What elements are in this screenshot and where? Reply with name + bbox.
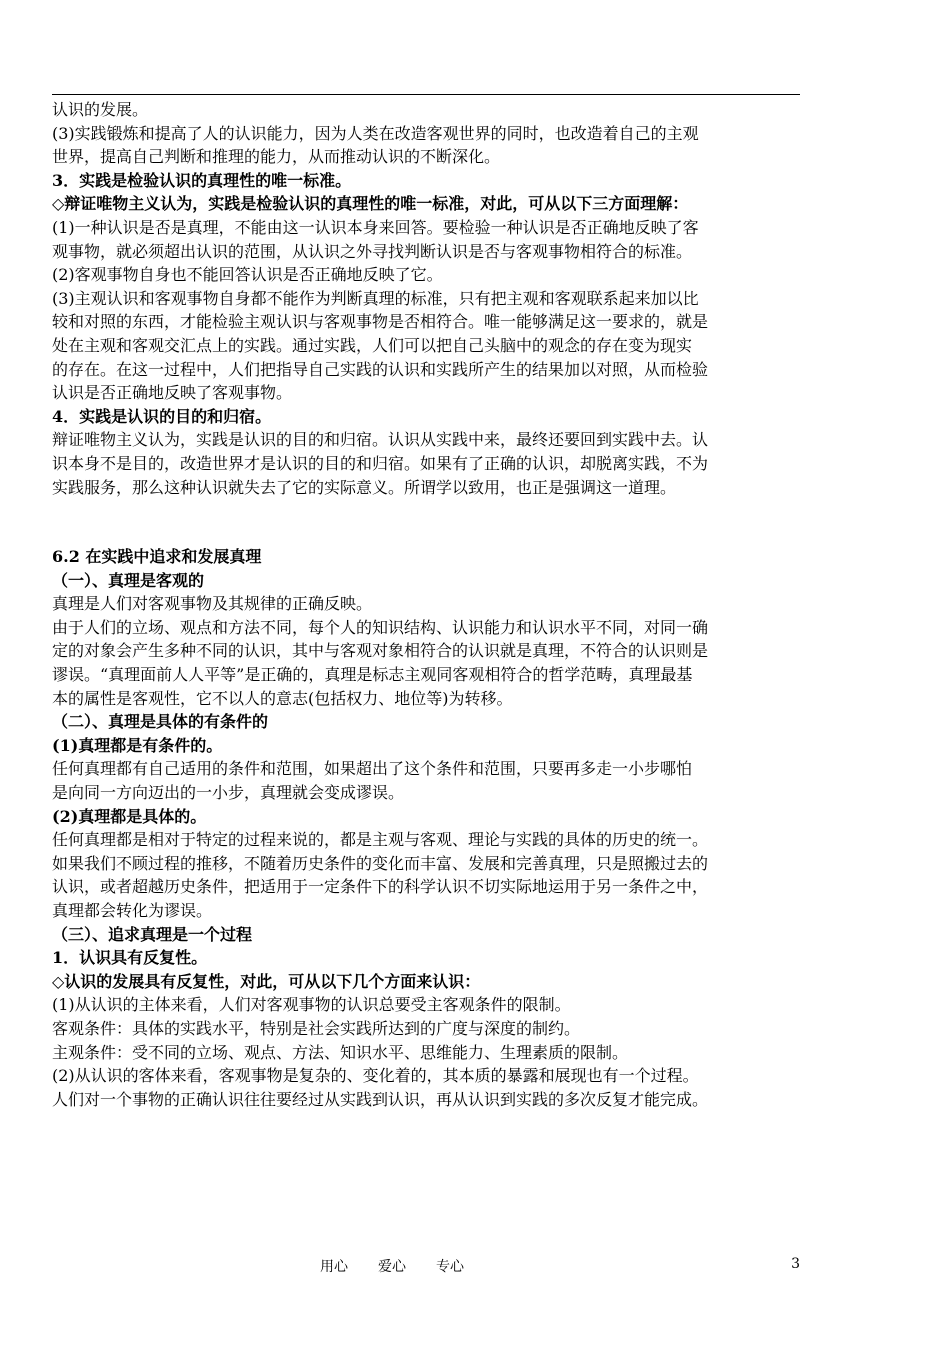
footer-word: 专心: [436, 1259, 464, 1275]
text-line: (1)从认识的主体来看，人们对客观事物的认识总要受主客观条件的限制。: [52, 995, 571, 1015]
section-gap: [52, 499, 802, 545]
body-text: [52, 98, 802, 1111]
section-truth: [52, 545, 802, 1111]
text-line: 由于人们的立场、观点和方法不同，每个人的知识结构、认识能力和认识水平不同，对同一确: [52, 617, 709, 637]
text-line: 识本身不是目的，改造世界才是认识的目的和归宿。如果有了正确的认识，却脱离实践，不为: [52, 453, 709, 473]
text-line: 是向同一方向迈出的一小步，真理就会变成谬误。: [52, 783, 405, 803]
text-line: 认识的发展。: [52, 100, 149, 119]
text-line: (1)一种认识是否是真理，不能由这一认识本身来回答。要检验一种认识是否正确地反映了客: [52, 217, 699, 237]
heading-line: ◇认识的发展具有反复性，对此，可从以下几个方面来认识：: [52, 971, 481, 991]
text-line: 真理是人们对客观事物及其规律的正确反映。: [52, 594, 373, 614]
text-line: 较和对照的东西，才能检验主观认识与客观事物是否相符合。唯一能够满足这一要求的，就是: [52, 312, 709, 332]
header-rule: [52, 94, 800, 95]
text-line: 定的对象会产生多种不同的认识，其中与客观对象相符合的认识就是真理，不符合的认识则是: [52, 641, 709, 661]
text-line: 真理都会转化为谬误。: [52, 901, 213, 920]
text-line: (2)客观事物自身也不能回答认识是否正确地反映了它。: [52, 265, 443, 285]
text-line: 任何真理都是相对于特定的过程来说的，都是主观与客观、理论与实践的具体的历史的统一。: [52, 830, 709, 850]
text-line: (3)实践锻炼和提高了人的认识能力，因为人类在改造客观世界的同时，也改造着自己的主观: [52, 123, 699, 143]
heading-line: ◇辩证唯物主义认为，实践是检验认识的真理性的唯一标准，对此，可从以下三方面理解：: [52, 194, 689, 214]
text-line: 处在主观和客观交汇点上的实践。通过实践，人们可以把自己头脑中的观念的存在变为现实: [52, 335, 693, 355]
text-line: 本的属性是客观性，它不以人的意志(包括权力、地位等)为转移。: [52, 688, 513, 708]
text-line: 任何真理都有自己适用的条件和范围，如果超出了这个条件和范围，只要再多走一小步哪怕: [52, 759, 693, 779]
text-line: 辩证唯物主义认为，实践是认识的目的和归宿。认识从实践中来，最终还要回到实践中去。认: [52, 430, 709, 450]
page-number: 3: [791, 1256, 800, 1272]
heading-line: （三）、追求真理是一个过程: [52, 924, 253, 944]
text-line: 人们对一个事物的正确认识往往要经过从实践到认识，再从认识到实践的多次反复才能完成。: [52, 1089, 709, 1109]
text-line: 认识是否正确地反映了客观事物。: [52, 383, 293, 403]
text-line: 谬误。“真理面前人人平等”是正确的，真理是标志主观同客观相符合的哲学范畴，真理最基: [52, 665, 693, 685]
text-line: 的存在。在这一过程中，人们把指导自己实践的认识和实践所产生的结果加以对照，从而检验: [52, 359, 709, 379]
text-line: 客观条件：具体的实践水平，特别是社会实践所达到的广度与深度的制约。: [52, 1018, 581, 1038]
footer-motto: [320, 1256, 494, 1276]
text-line: 观事物，就必须超出认识的范围，从认识之外寻找判断认识是否与客观事物相符合的标准。: [52, 241, 693, 261]
heading-line: （一）、真理是客观的: [52, 570, 205, 590]
text-line: 认识，或者超越历史条件，把适用于一定条件下的科学认识不切实际地运用于另一条件之中，: [52, 877, 709, 897]
heading-line: (2)真理都是具体的。: [52, 806, 207, 826]
heading-line: 3．实践是检验认识的真理性的唯一标准。: [52, 170, 352, 190]
text-line: (3)主观认识和客观事物自身都不能作为判断真理的标准，只有把主观和客观联系起来加以比: [52, 288, 699, 308]
text-line: (2)从认识的客体来看，客观事物是复杂的、变化着的，其本质的暴露和展现也有一个过程。: [52, 1066, 699, 1086]
section-practice: [52, 98, 802, 499]
heading-line: （二）、真理是具体的有条件的: [52, 712, 269, 732]
text-line: 实践服务，那么这种认识就失去了它的实际意义。所谓学以致用，也正是强调这一道理。: [52, 477, 677, 497]
text-line: 主观条件：受不同的立场、观点、方法、知识水平、思维能力、生理素质的限制。: [52, 1042, 629, 1062]
heading-line: 1．认识具有反复性。: [52, 948, 208, 968]
text-line: 世界，提高自己判断和推理的能力，从而推动认识的不断深化。: [52, 147, 501, 167]
heading-line: 6.2 在实践中追求和发展真理: [52, 547, 262, 567]
heading-line: 4．实践是认识的目的和归宿。: [52, 406, 272, 426]
heading-line: (1)真理都是有条件的。: [52, 735, 223, 755]
footer-word: 爱心: [378, 1259, 406, 1275]
footer-word: 用心: [320, 1259, 348, 1275]
text-line: 如果我们不顾过程的推移，不随着历史条件的变化而丰富、发展和完善真理，只是照搬过去的: [52, 853, 709, 873]
page-footer: [52, 1256, 800, 1276]
